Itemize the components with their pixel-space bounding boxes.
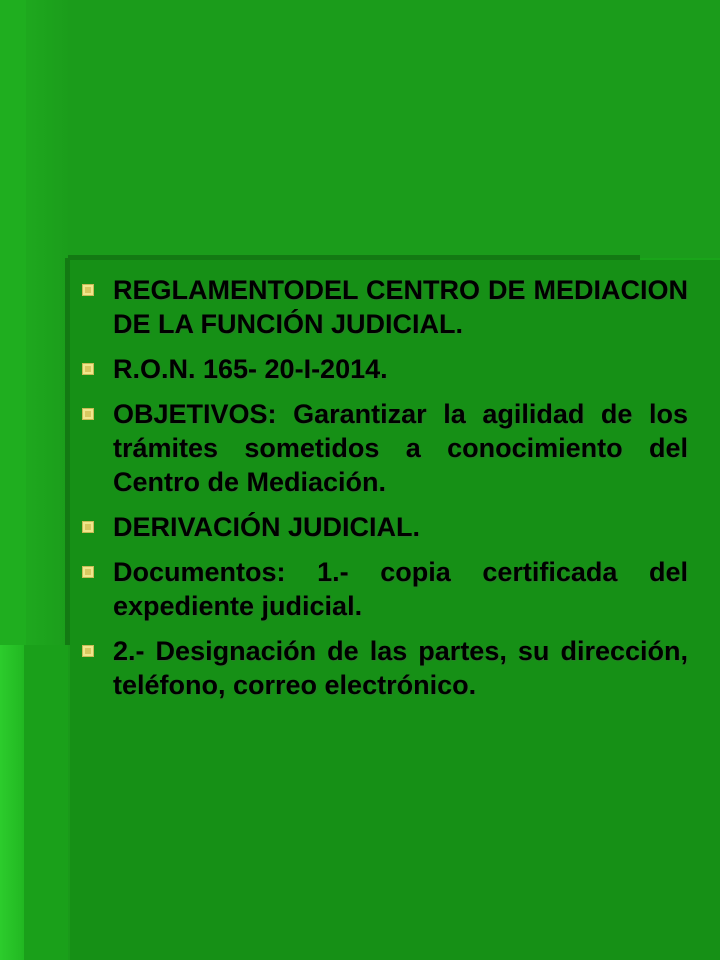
square-bullet-icon [82, 521, 94, 533]
background-left-top-band [0, 0, 26, 645]
square-bullet-icon [82, 408, 94, 420]
list-item [82, 397, 688, 499]
list-item-text: R.O.N. 165- 20-I-2014. [113, 354, 388, 384]
list-item [82, 634, 688, 702]
square-bullet-icon [82, 645, 94, 657]
list-item [82, 510, 688, 544]
list-item-text: 2.- Designación de las partes, su dirección, teléfono, correo electrónico. [113, 636, 688, 700]
vertical-divider [65, 258, 70, 645]
list-item-text: DERIVACIÓN JUDICIAL. [113, 512, 421, 542]
square-bullet-icon [82, 566, 94, 578]
list-item [82, 273, 688, 341]
background-left-light-strip [0, 645, 24, 960]
background-left-band-lower [24, 645, 68, 960]
square-bullet-icon [82, 363, 94, 375]
list-item-text: Documentos: 1.- copia certificada del expediente judicial. [113, 557, 688, 621]
list-item-text: OBJETIVOS: Garantizar la agilidad de los trámites sometidos a conocimiento del Centro de Mediación. [113, 399, 688, 497]
square-bullet-icon [82, 284, 94, 296]
bullet-list [82, 273, 688, 713]
list-item [82, 352, 688, 386]
list-item [82, 555, 688, 623]
background-top-area [68, 0, 720, 258]
horizontal-divider [68, 255, 640, 260]
list-item-text: REGLAMENTODEL CENTRO DE MEDIACION DE LA FUNCIÓN JUDICIAL. [113, 275, 688, 339]
